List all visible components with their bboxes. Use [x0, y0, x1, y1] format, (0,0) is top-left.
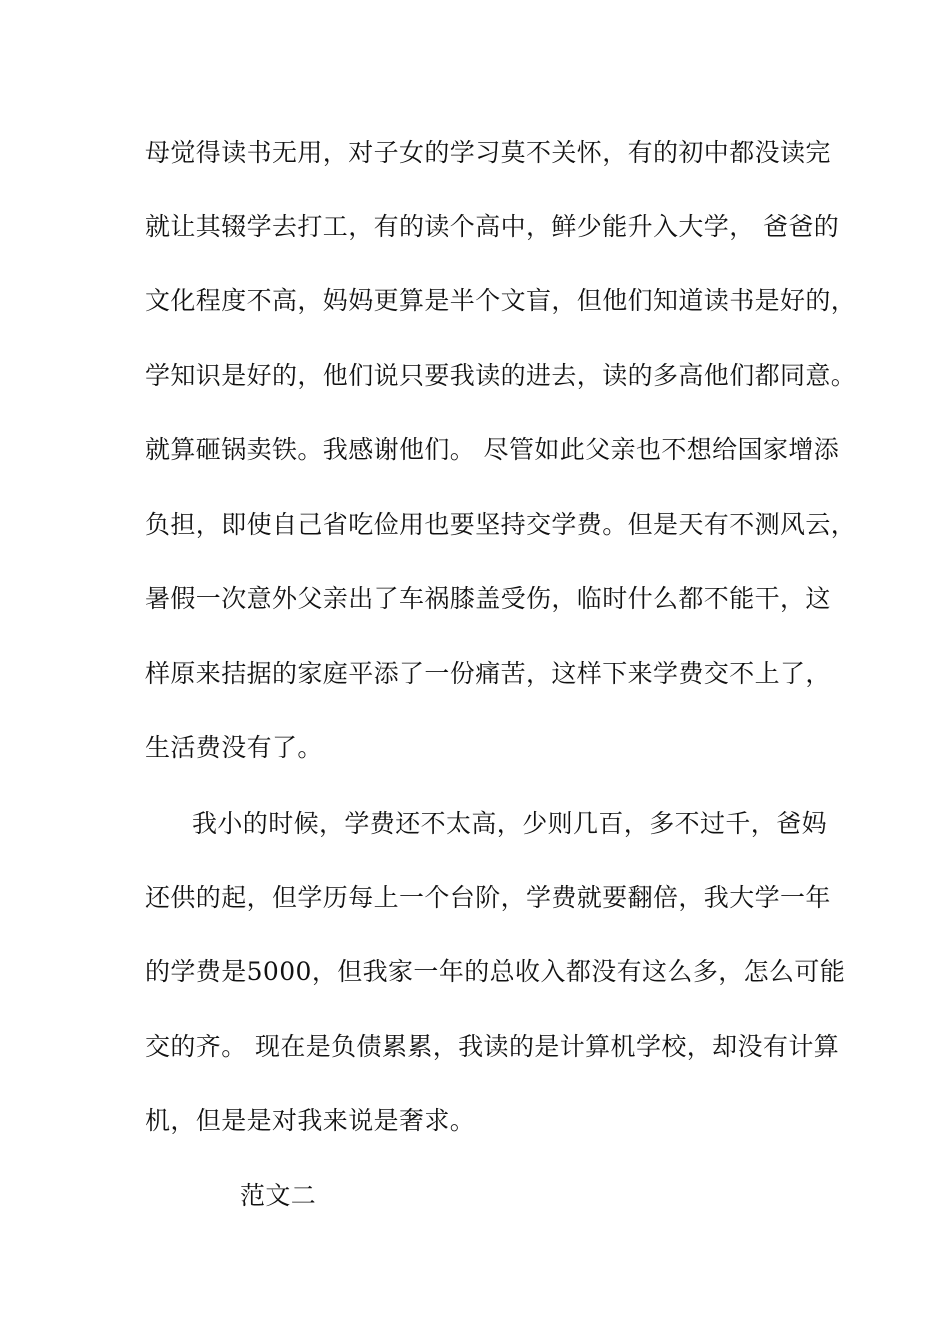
body-text-line: 的学费是5000，但我家一年的总收入都没有这么多，怎么可能 — [145, 957, 846, 986]
body-text-line: 母觉得读书无用，对子女的学习莫不关怀，有的初中都没读完 — [145, 138, 831, 167]
body-text-line: 负担，即使自己省吃俭用也要坚持交学费。但是天有不测风云， — [145, 510, 857, 539]
body-text-line: 样原来拮据的家庭平添了一份痛苦，这样下来学费交不上了， — [145, 659, 831, 688]
paragraph-first-line: 我小的时候，学费还不太高，少则几百，多不过千，爸妈 — [192, 809, 828, 838]
body-text-line: 文化程度不高，妈妈更算是半个文盲，但他们知道读书是好的， — [145, 286, 857, 315]
body-text-line: 还供的起，但学历每上一个台阶，学费就要翻倍，我大学一年 — [145, 883, 831, 912]
body-text-line: 就让其辍学去打工，有的读个高中，鲜少能升入大学， 爸爸的 — [145, 212, 840, 241]
body-text-line: 生活费没有了。 — [145, 733, 323, 762]
body-text-line: 就算砸锅卖铁。我感谢他们。 尽管如此父亲也不想给国家增添 — [145, 435, 840, 464]
body-text-line: 暑假一次意外父亲出了车祸膝盖受伤，临时什么都不能干，这 — [145, 584, 831, 613]
section-heading: 范文二 — [240, 1181, 317, 1210]
body-text-line: 交的齐。 现在是负债累累，我读的是计算机学校，却没有计算 — [145, 1032, 840, 1061]
body-text-line: 学知识是好的，他们说只要我读的进去，读的多高他们都同意。 — [145, 361, 857, 390]
body-text-line: 机，但是是对我来说是奢求。 — [145, 1106, 476, 1135]
